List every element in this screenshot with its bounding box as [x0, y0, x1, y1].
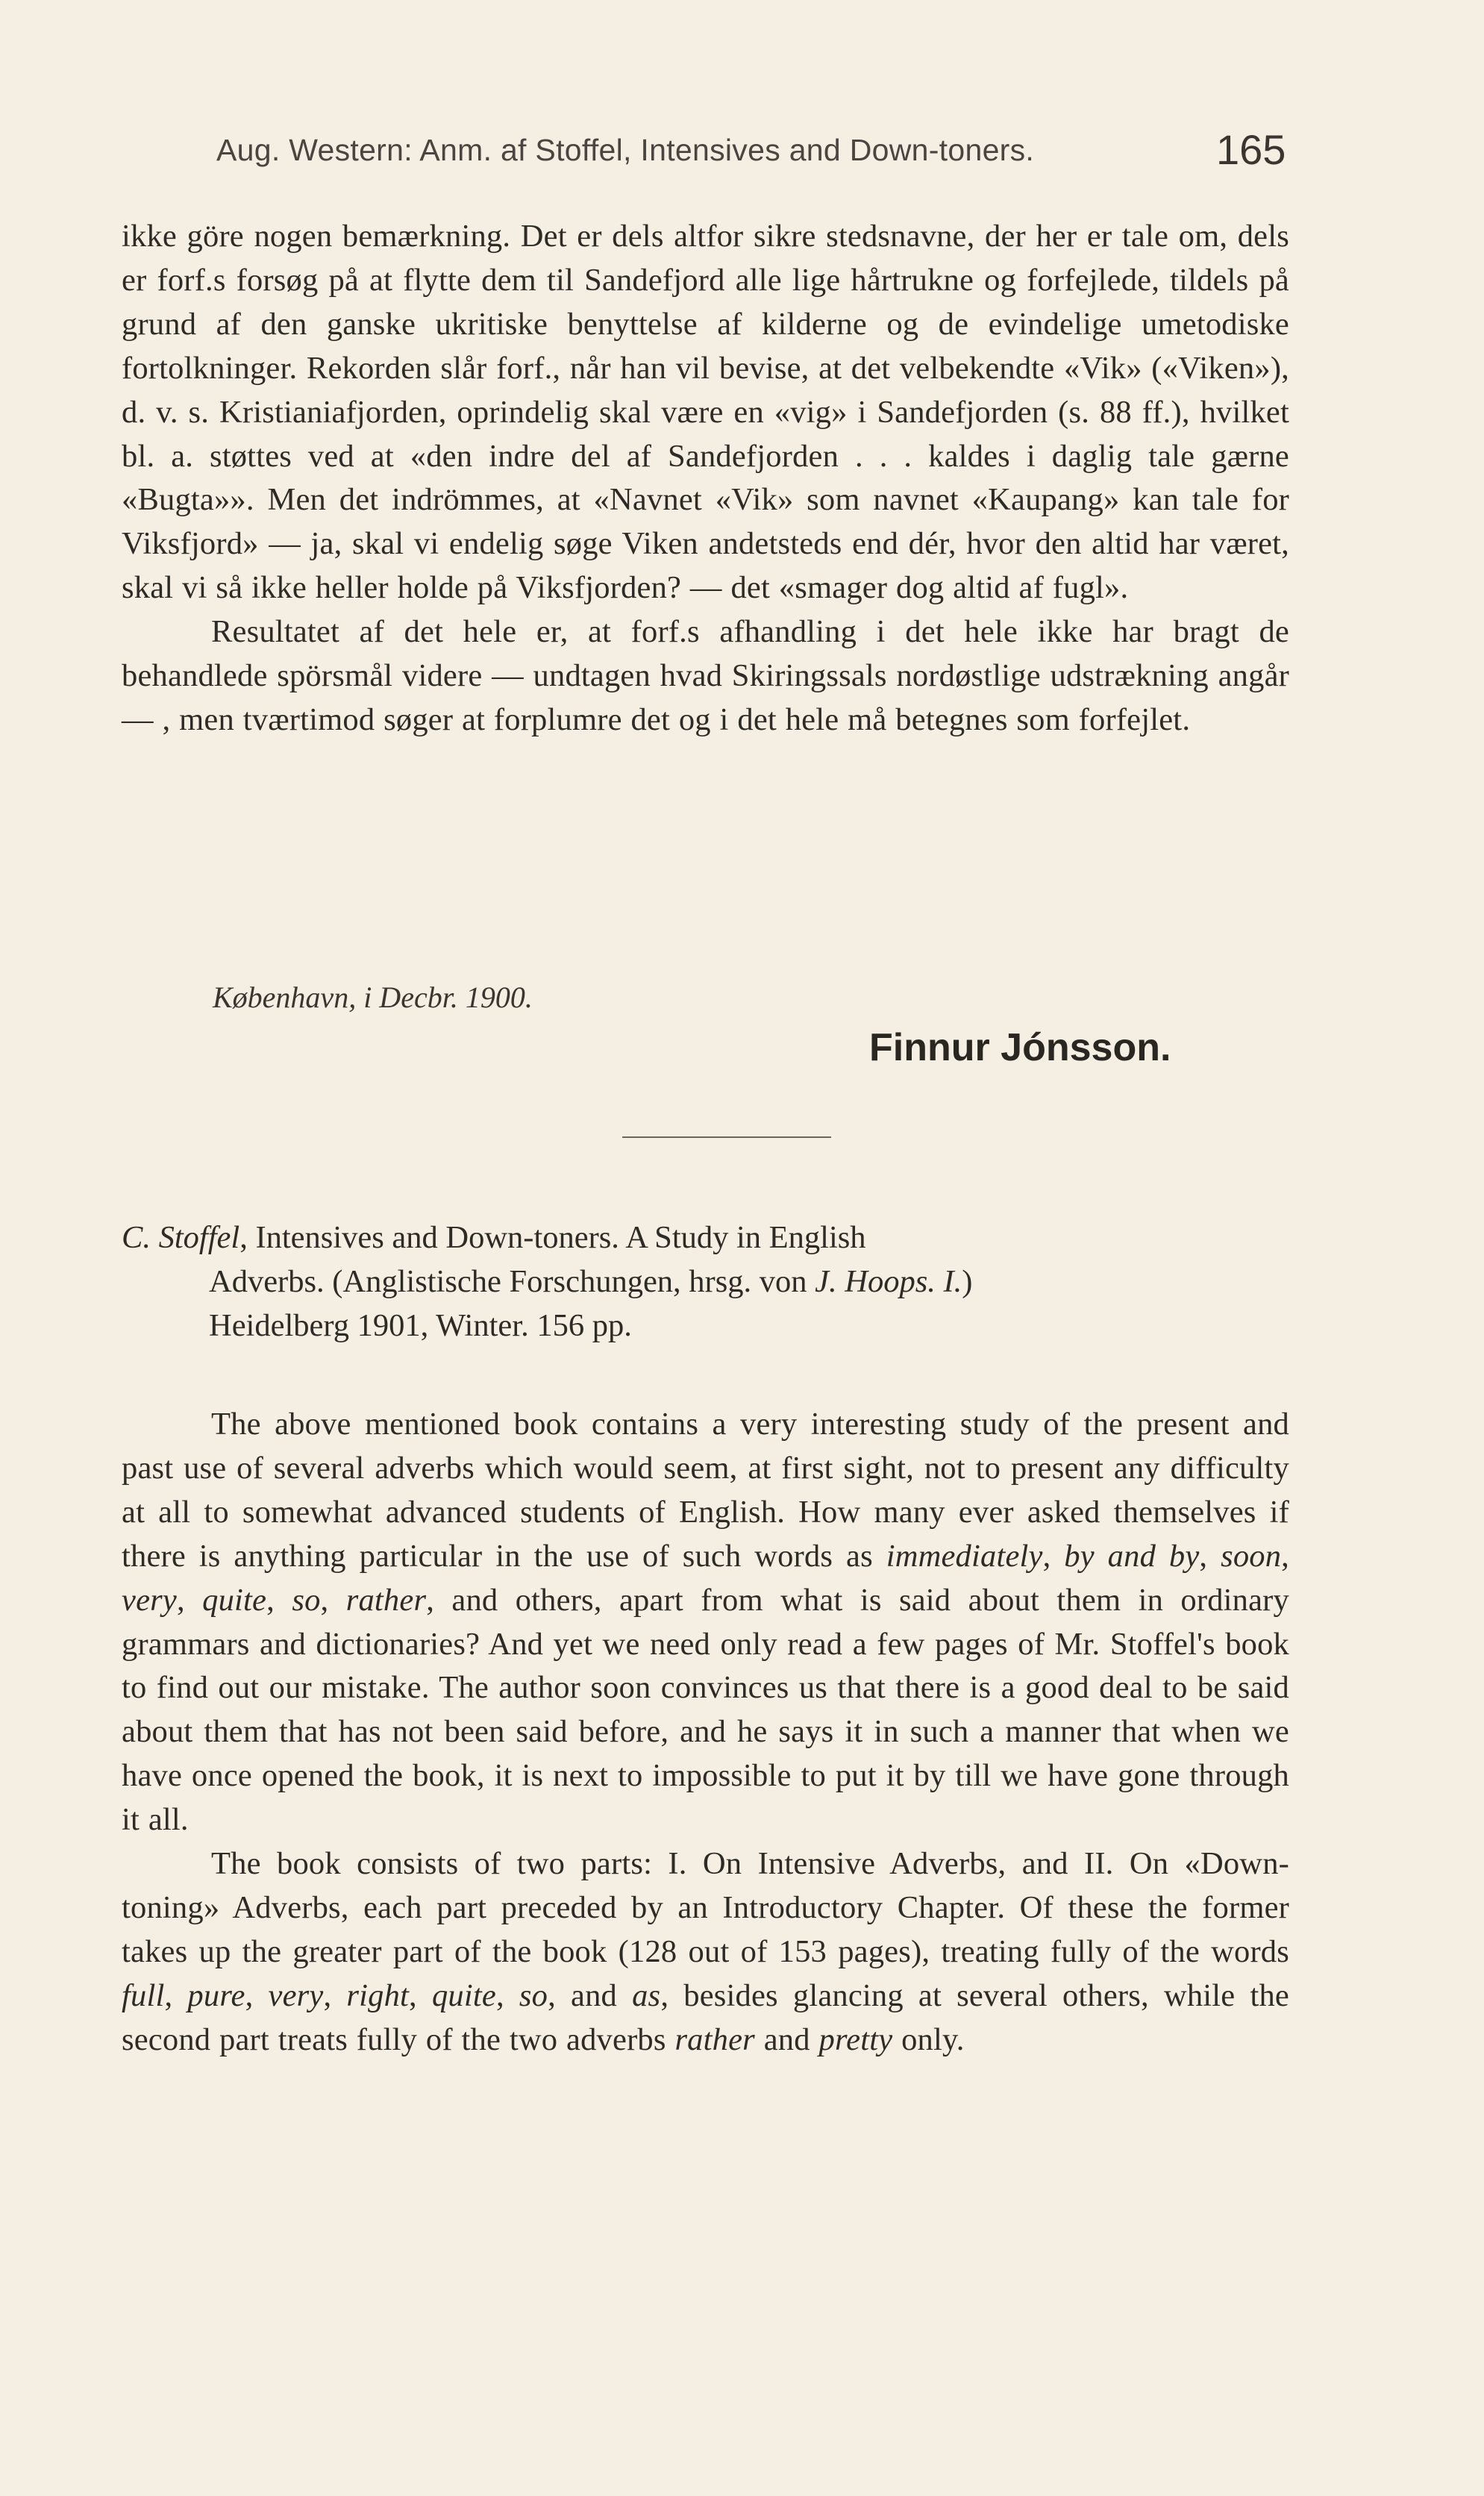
italic-run: soon: [1221, 1538, 1282, 1574]
text-run: ,: [1199, 1538, 1221, 1574]
text-run: Heidelberg 1901, Winter. 156 pp.: [209, 1307, 632, 1343]
bib-line: [122, 1260, 1289, 1304]
section-divider: [622, 1136, 831, 1138]
italic-run: C.: [122, 1220, 159, 1255]
text-run: ,: [495, 1977, 519, 2013]
text-run: Adverbs. (Anglistische Forschungen, hrsg. von: [209, 1263, 815, 1299]
signature: Finnur Jónsson.: [869, 1026, 1171, 1069]
text-run: and: [754, 2021, 819, 2057]
text-run: Resultatet af det hele er, at forf.s afhandling i det hele ikke har bragt de behandlede spörsmål videre — undtagen hvad Skiringssals nordøstlige udstrækning angår — , men tværtimod søger at forplumre det og i det hele må betegnes som forfejlet.: [122, 614, 1289, 737]
review-paragraph: [122, 1842, 1289, 2062]
text-run: , besides glancing at several others, while the second part treats fully of the two adverbs: [122, 1977, 1289, 2057]
conclusion-paragraph: [122, 610, 1289, 742]
bib-line: [122, 1216, 1289, 1260]
text-run: The book consists of two parts: I. On Intensive Adverbs, and II. On «Down-toning» Adverbs, each part preceded by an Introductory Chapter. Of these the former takes up the greater part of the book (128 out of 153 pages), treating fully of the words: [122, 1846, 1289, 1969]
text-run: ,: [1281, 1538, 1289, 1574]
italic-run: Stoffel: [158, 1220, 240, 1255]
italic-run: quite: [202, 1582, 267, 1618]
italic-run: immediately: [886, 1538, 1043, 1574]
text-run: , and others, apart from what is said about them in ordinary grammars and dictionaries? And yet we need only read a few pages of Mr. Stoffel's book to find out our mistake. The author soon convinces us that there is a good deal to be said about them that has not been said before, and he says it in such a manner that when we have once opened the book, it is next to impossible to put it by till we have gone through it all.: [122, 1582, 1289, 1838]
review-body: [122, 1403, 1289, 2062]
italic-run: full: [122, 1977, 165, 2013]
italic-run: pure: [187, 1977, 245, 2013]
italic-run: pretty: [818, 2021, 893, 2057]
italic-run: so: [292, 1582, 321, 1618]
italic-run: very: [122, 1582, 177, 1618]
italic-run: rather: [674, 2021, 755, 2057]
review-continuation: [122, 215, 1289, 742]
text-run: ,: [245, 1977, 269, 2013]
bib-line: [122, 1304, 1289, 1348]
text-run: ): [962, 1263, 973, 1299]
bibliographic-entry: [122, 1216, 1289, 1348]
review-paragraph: [122, 1403, 1289, 1842]
text-run: ,: [1042, 1538, 1065, 1574]
italic-run: by and by: [1064, 1538, 1200, 1574]
italic-run: as: [632, 1977, 661, 2013]
page-number: 165: [1216, 126, 1286, 173]
running-head: [216, 125, 1291, 178]
running-head-title: Aug. Western: Anm. af Stoffel, Intensives and Down-toners.: [216, 133, 1035, 167]
text-run: ikke göre nogen bemærkning. Det er dels altfor sikre stedsnavne, der her er tale om, dels er forf.s forsøg på at flytte dem til Sandefjord alle lige hårtrukne og forfejlede, tildels på grund af den ganske ukritiske benyttelse af kilderne og de evindelige umetodiske fortolkninger. Rekorden slår forf., når han vil bevise, at det velbekendte «Vik» («Viken»), d. v. s. Kristianiafjorden, oprindelig skal være en «vig» i Sandefjorden (s. 88 ff.), hvilket bl. a. støttes ved at «den indre del af Sandefjorden . . . kaldes i daglig tale gærne «Bugta»». Men det indrömmes, at «Navnet «Vik» som navnet «Kaupang» kan tale for Viksfjord» — ja, skal vi endelig søge Viken andetsteds end dér, hvor den altid har været, skal vi så ikke heller holde på Viksfjorden? — det «smager dog altid af fugl».: [122, 219, 1289, 606]
italic-run: right: [346, 1977, 410, 2013]
italic-run: very: [268, 1977, 324, 2013]
text-run: ,: [266, 1582, 292, 1618]
italic-run: rather: [345, 1582, 427, 1618]
text-run: , and: [548, 1977, 633, 2013]
text-run: only.: [892, 2021, 965, 2057]
italic-run: quite: [431, 1977, 496, 2013]
text-run: The above mentioned book contains a very interesting study of the present and past use of several adverbs which would seem, at first sight, not to present any difficulty at all to somewhat advanced students of English. How many ever asked themselves if there is anything particular in the use of such words as: [122, 1407, 1289, 1574]
text-run: ,: [164, 1977, 188, 2013]
continuation-paragraph: [122, 215, 1289, 610]
text-run: ,: [323, 1977, 347, 2013]
italic-run: J. Hoops. I.: [815, 1263, 962, 1299]
text-run: ,: [176, 1582, 203, 1618]
text-run: , Intensives and Down-toners. A Study in English: [239, 1220, 866, 1255]
text-run: ,: [409, 1977, 432, 2013]
text-run: ,: [320, 1582, 346, 1618]
place-date: København, i Decbr. 1900.: [213, 980, 533, 1014]
italic-run: so: [519, 1977, 548, 2013]
